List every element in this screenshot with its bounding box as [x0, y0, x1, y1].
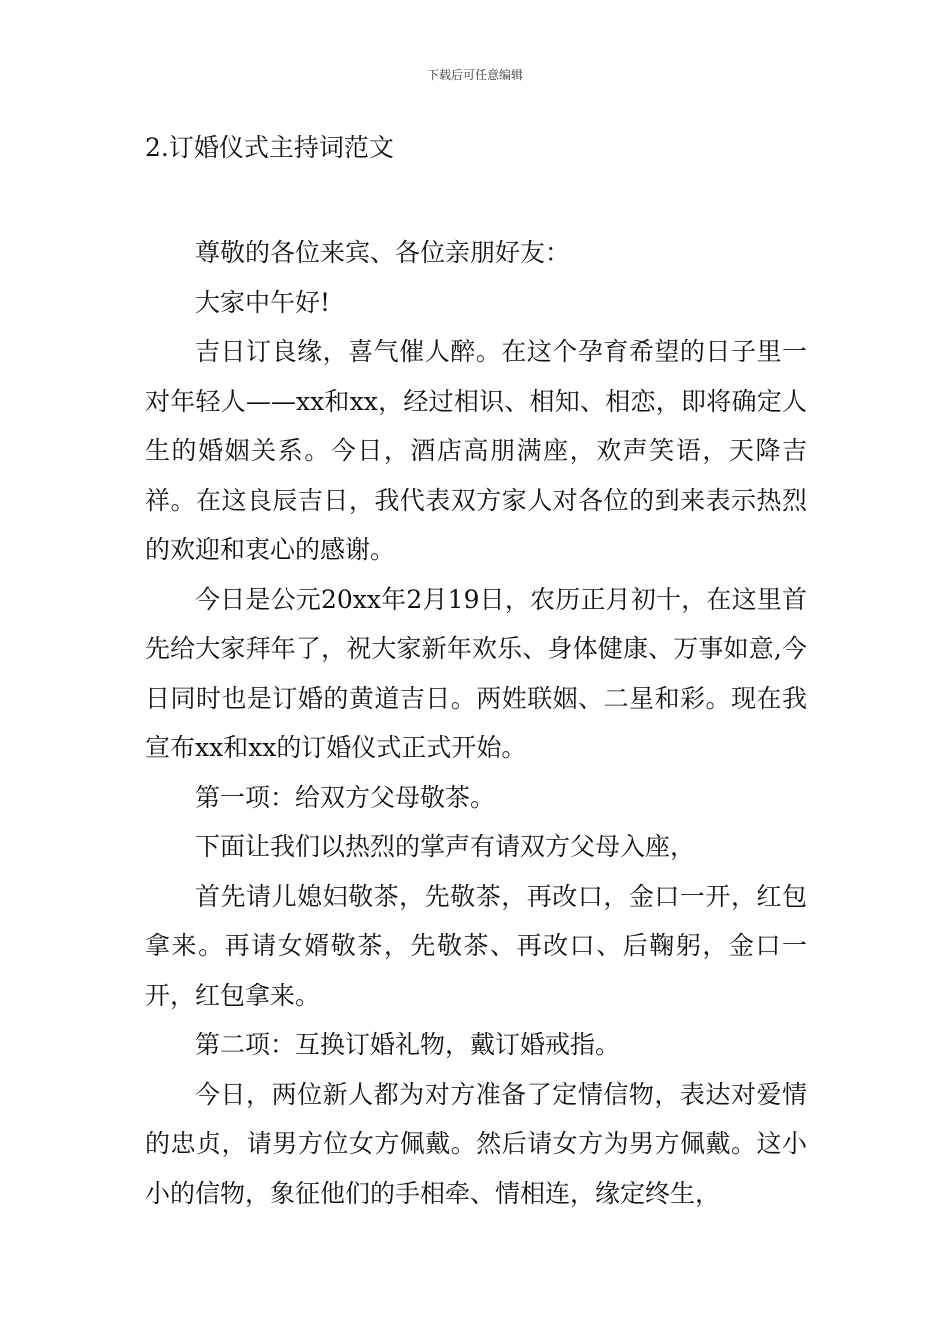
paragraph: 首先请儿媳妇敬茶，先敬茶，再改口，金口一开，红包拿来。再请女婿敬茶，先敬茶、再改口、后鞠躬，金口一开，红包拿来。	[145, 881, 807, 1010]
paragraph: 吉日订良缘，喜气催人醉。在这个孕育希望的日子里一对年轻人——xx和xx，经过相识、相知、相恋，即将确定人生的婚姻关系。今日，酒店高朋满座，欢声笑语，天降吉祥。在这良辰吉日，我代表双方家人对各位的到来表示热烈的欢迎和衷心的感谢。	[145, 337, 807, 564]
paragraph: 大家中午好!	[195, 287, 331, 317]
header-note: 下载后可任意编辑	[426, 68, 523, 82]
paragraph: 今日，两位新人都为对方准备了定情信物，表达对爱情的忠贞，请男方位女方佩戴。然后请女方为男方佩戴。这小小的信物，象征他们的手相牵、情相连，缘定终生，	[145, 1079, 807, 1208]
paragraph: 今日是公元20xx年2月19日，农历正月初十，在这里首先给大家拜年了，祝大家新年欢乐、身体健康、万事如意,今日同时也是订婚的黄道吉日。两姓联姻、二星和彩。现在我宣布xx和xx的订婚仪式正式开始。	[145, 584, 807, 762]
document-body	[145, 228, 807, 1218]
paragraph: 第一项：给双方父母敬茶。	[195, 782, 496, 812]
document-title: 2.订婚仪式主持词范文	[145, 133, 394, 162]
paragraph: 尊敬的各位来宾、各位亲朋好友：	[195, 238, 571, 267]
paragraph: 第二项：互换订婚礼物，戴订婚戒指。	[195, 1030, 621, 1059]
paragraph: 下面让我们以热烈的掌声有请双方父母入座，	[195, 832, 696, 861]
